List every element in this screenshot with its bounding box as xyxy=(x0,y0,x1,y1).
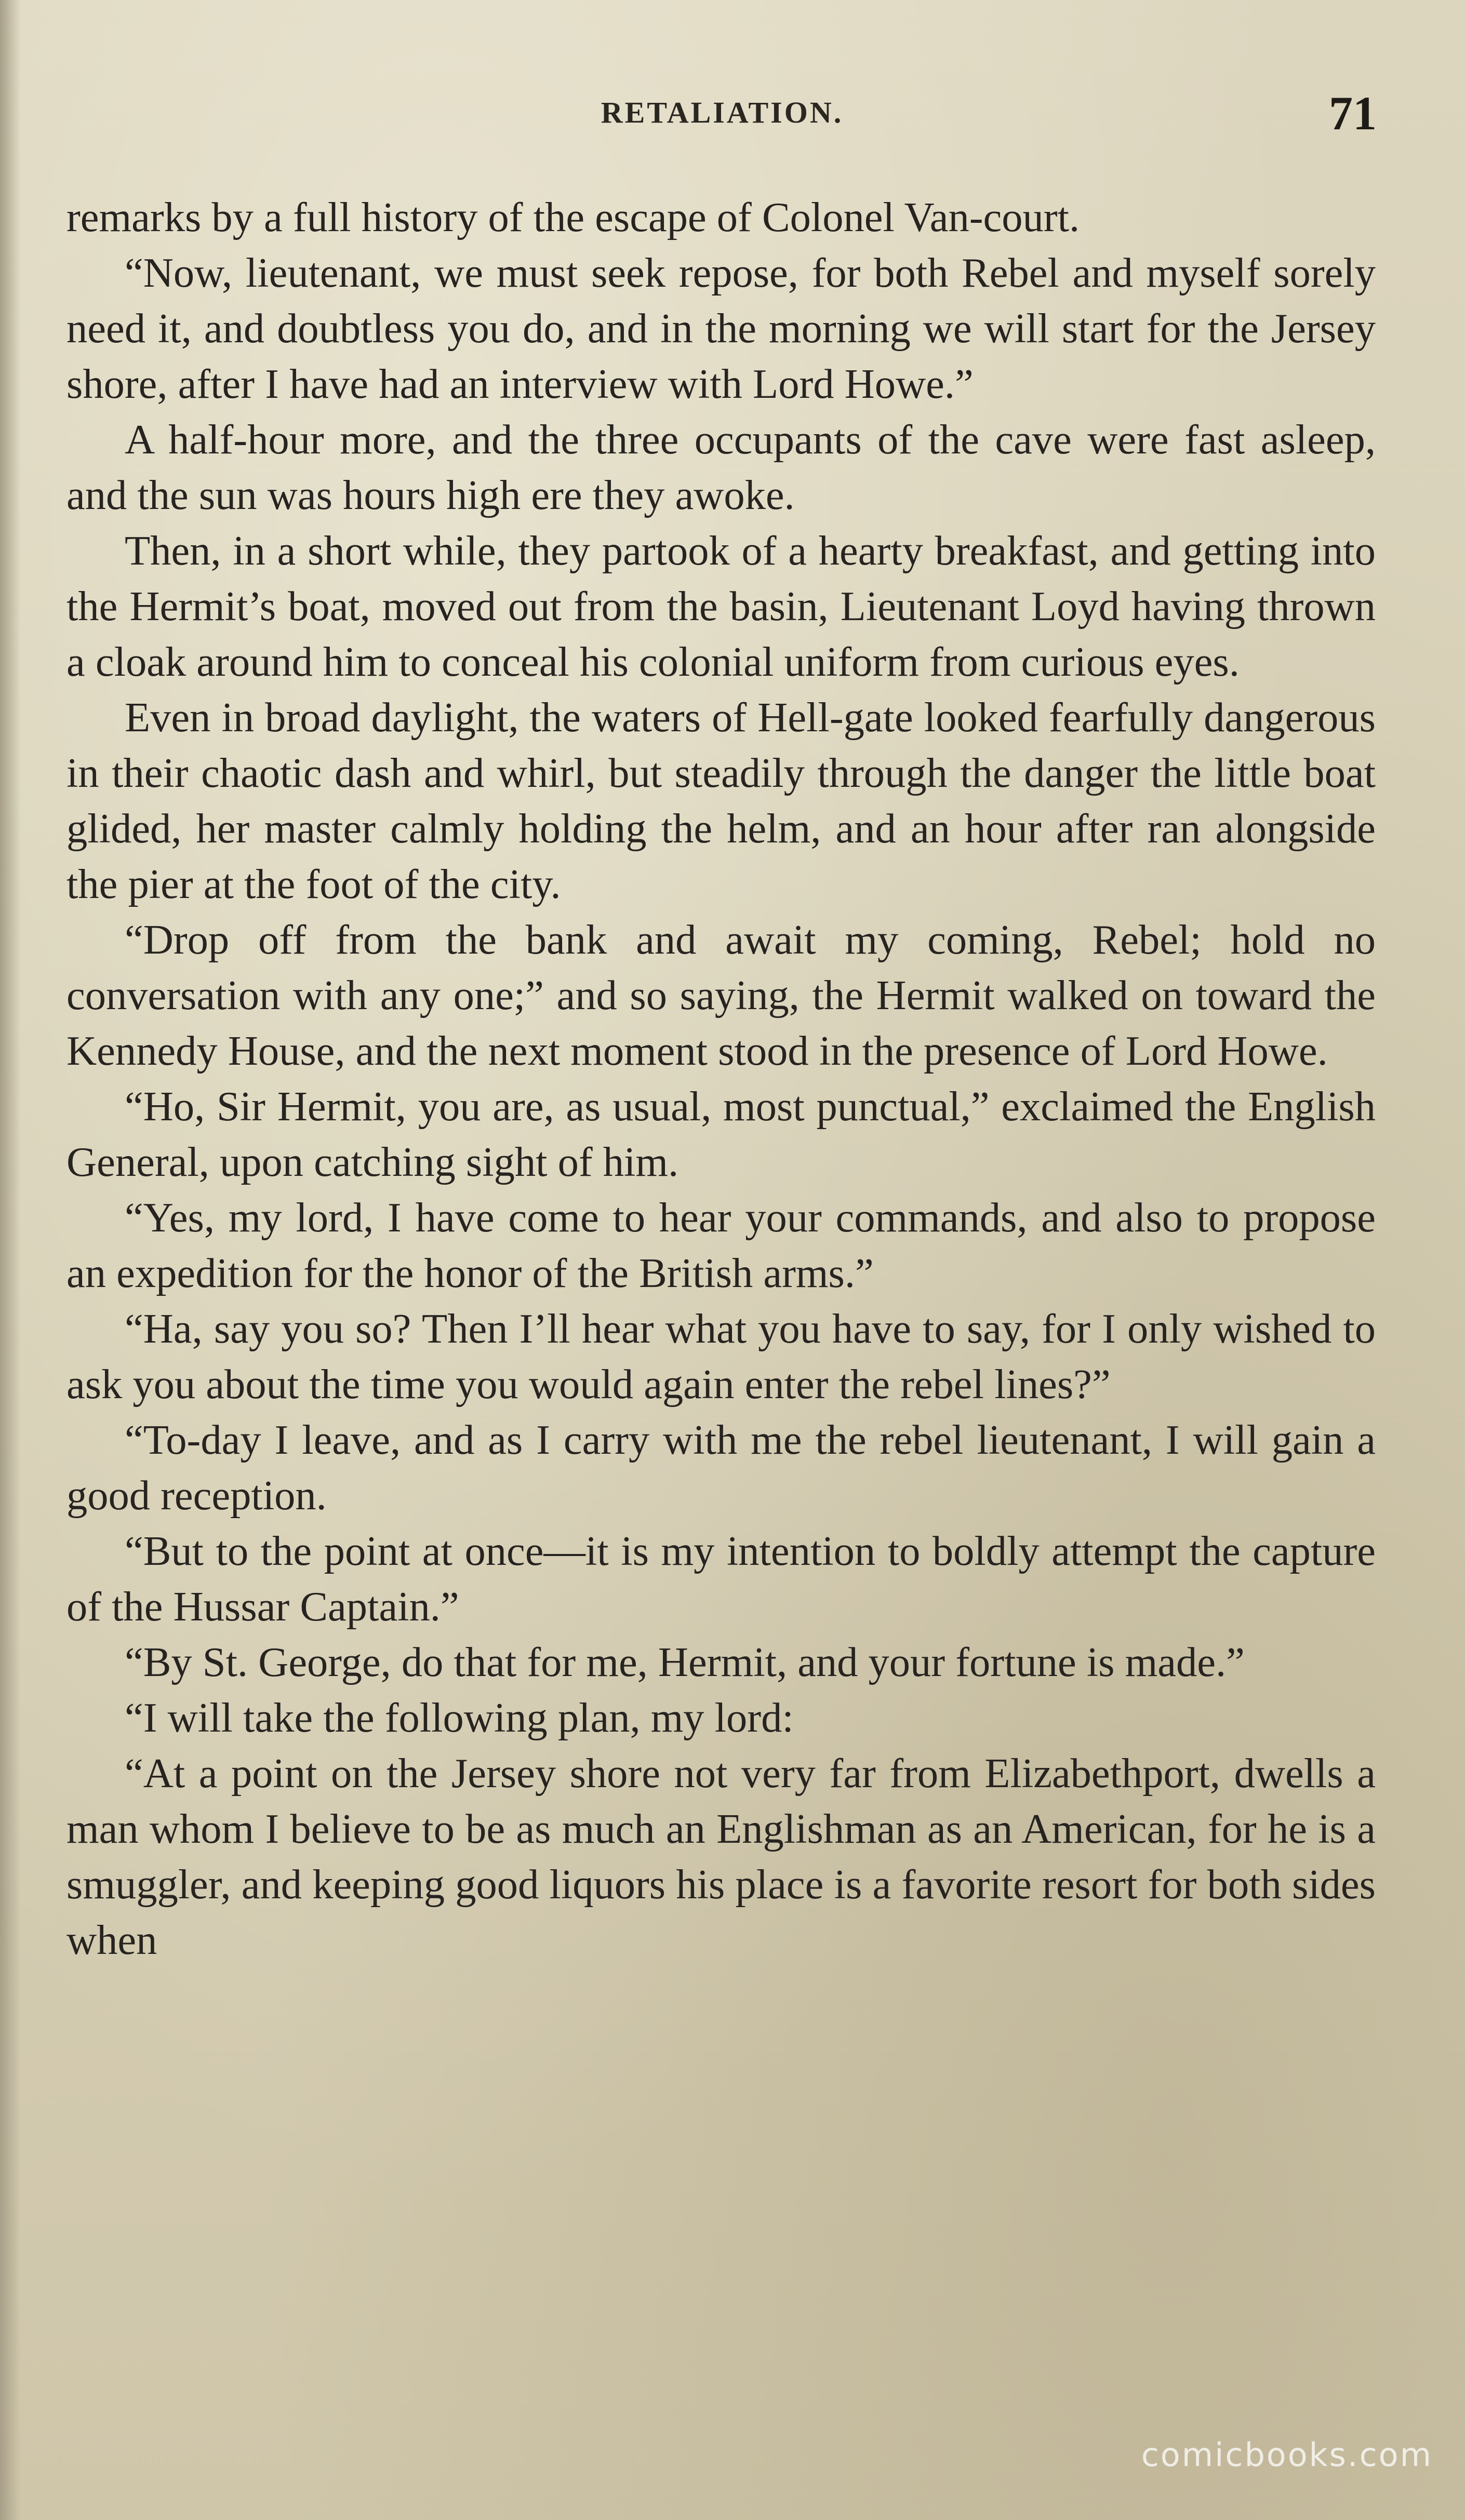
body-text xyxy=(66,190,1376,1968)
paragraph: “But to the point at once—it is my intention to boldly attempt the capture of the Hussar Captain.” xyxy=(66,1528,1376,1630)
paragraph: Even in broad daylight, the waters of Hell-gate looked fearfully dangerous in their chaotic dash and whirl, but steadily through the danger the little boat glided, her master calmly holding the helm, and an hour after ran alongside the pier at the foot of the city. xyxy=(66,694,1376,907)
paragraph: “Yes, my lord, I have come to hear your commands, and also to propose an expedition for the honor of the British arms.” xyxy=(66,1195,1376,1296)
running-head: RETALIATION. xyxy=(601,96,844,129)
paragraph: “I will take the following plan, my lord: xyxy=(125,1695,794,1741)
paragraph: remarks by a full history of the escape of Colonel Van-court. xyxy=(66,194,1080,240)
page-number: 71 xyxy=(1329,87,1377,140)
paragraph: “By St. George, do that for me, Hermit, and your fortune is made.” xyxy=(125,1639,1245,1685)
paragraph: Then, in a short while, they partook of a hearty breakfast, and getting into the Hermit’s boat, moved out from the basin, Lieutenant Loyd having thrown a cloak around him to conceal his colonial uniform from curious eyes. xyxy=(66,528,1376,685)
paragraph: “Now, lieutenant, we must seek repose, for both Rebel and myself sorely need it, and doubtless you do, and in the morning we will start for the Jersey shore, after I have had an interview with Lord Howe.” xyxy=(66,250,1376,407)
paragraph: A half-hour more, and the three occupants of the cave were fast asleep, and the sun was hours high ere they awoke. xyxy=(66,417,1376,518)
paragraph: “Ho, Sir Hermit, you are, as usual, most punctual,” exclaimed the English General, upon catching sight of him. xyxy=(66,1083,1376,1185)
page-binding-shadow xyxy=(0,0,21,2520)
paragraph: “Ha, say you so? Then I’ll hear what you have to say, for I only wished to ask you about the time you would again enter the rebel lines?” xyxy=(66,1306,1376,1408)
paragraph: “At a point on the Jersey shore not very far from Elizabethport, dwells a man whom I believe to be as much an Englishman as an American, for he is a smuggler, and keeping good liquors his place is a favorite resort for both sides when xyxy=(66,1750,1376,1963)
paragraph: “To-day I leave, and as I carry with me the rebel lieutenant, I will gain a good reception. xyxy=(66,1417,1376,1519)
paragraph: “Drop off from the bank and await my coming, Rebel; hold no conversation with any one;” and so saying, the Hermit walked on toward the Kennedy House, and the next moment stood in the presence of Lord Howe. xyxy=(66,917,1376,1074)
source-watermark: comicbooks.com xyxy=(1141,2436,1433,2474)
page-header xyxy=(68,86,1377,143)
